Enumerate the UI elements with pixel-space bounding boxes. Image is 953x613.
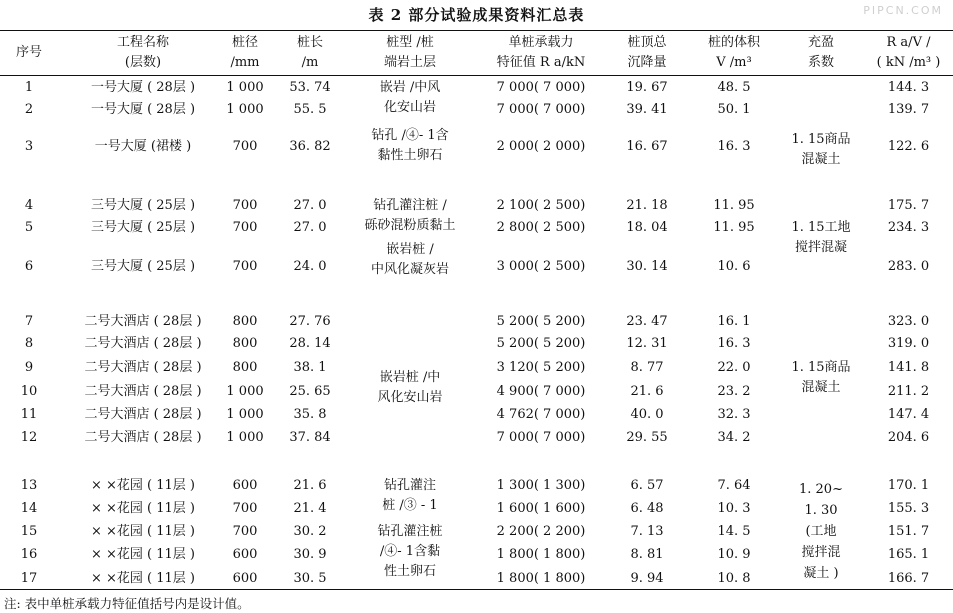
header-name: 工程名称 — [116, 35, 169, 50]
cell-ratio: 204. 6 — [887, 430, 930, 445]
cell-seq: 13 — [20, 478, 38, 493]
cell-len: 55. 5 — [293, 102, 327, 117]
cell-pile-type: 桩 /③ - 1 — [382, 498, 438, 513]
cell-seq: 15 — [20, 524, 38, 539]
cell-fill-coef: (工地 — [805, 524, 837, 539]
cell-fill-coef: 1. 15商品 — [791, 132, 851, 147]
cell-vol: 10. 8 — [717, 571, 751, 586]
header-len: 桩长 — [296, 35, 323, 50]
cell-pile-type: 嵌岩 /中风 — [379, 80, 441, 95]
header-fill: 系数 — [807, 55, 834, 70]
header-settle: 桩顶总 — [627, 35, 667, 50]
cell-vol: 22. 0 — [717, 360, 751, 375]
cell-cap: 2 800( 2 500) — [496, 220, 586, 235]
cell-name: × ×花园 ( 11层 ) — [90, 547, 195, 562]
cell-pile-type: 中风化凝灰岩 — [370, 262, 449, 277]
cell-seq: 17 — [20, 571, 38, 586]
cell-pile-type: 风化安山岩 — [377, 390, 443, 405]
cell-cap: 2 100( 2 500) — [496, 198, 586, 213]
top-rule — [0, 30, 953, 31]
table-title: 表 2 部分试验成果资料汇总表 — [368, 6, 585, 24]
header-type: 桩型 /桩 — [386, 35, 434, 50]
cell-len: 37. 84 — [289, 430, 331, 445]
cell-diam: 1 000 — [226, 407, 264, 422]
cell-len: 30. 2 — [293, 524, 327, 539]
cell-seq: 3 — [24, 139, 34, 154]
cell-ratio: 319. 0 — [887, 336, 930, 351]
cell-vol: 16. 1 — [717, 314, 751, 329]
cell-fill-coef: 混凝土 — [801, 380, 841, 395]
header-cap: 单桩承载力 — [508, 35, 574, 50]
cell-ratio: 141. 8 — [887, 360, 930, 375]
cell-len: 36. 82 — [289, 139, 331, 154]
cell-diam: 800 — [232, 336, 258, 351]
cell-name: × ×花园 ( 11层 ) — [90, 571, 195, 586]
cell-len: 30. 5 — [293, 571, 327, 586]
cell-diam: 1 000 — [226, 80, 264, 95]
cell-settle: 23. 47 — [626, 314, 668, 329]
cell-vol: 32. 3 — [717, 407, 751, 422]
header-settle: 沉降量 — [627, 55, 667, 70]
cell-vol: 10. 3 — [717, 501, 751, 516]
cell-seq: 16 — [20, 547, 38, 562]
cell-pile-type: 嵌岩桩 / — [386, 242, 434, 257]
cell-seq: 8 — [24, 336, 34, 351]
cell-fill-coef: 搅拌混 — [801, 545, 841, 560]
cell-vol: 34. 2 — [717, 430, 751, 445]
cell-len: 24. 0 — [293, 259, 327, 274]
cell-diam: 700 — [232, 220, 258, 235]
cell-len: 21. 4 — [293, 501, 327, 516]
cell-ratio: 139. 7 — [887, 102, 930, 117]
cell-diam: 700 — [232, 501, 258, 516]
cell-diam: 1 000 — [226, 430, 264, 445]
header-ratio: R a/V / — [886, 35, 931, 50]
cell-fill-coef: 凝土 ) — [803, 566, 839, 581]
cell-seq: 12 — [20, 430, 38, 445]
cell-diam: 700 — [232, 259, 258, 274]
cell-pile-type: 砾砂混粉质黏土 — [364, 218, 456, 233]
cell-ratio: 166. 7 — [887, 571, 930, 586]
footnote: 注: 表中单桩承载力特征值括号内是设计值。 — [4, 596, 250, 611]
cell-len: 25. 65 — [289, 384, 331, 399]
cell-pile-type: 性土卵石 — [383, 564, 436, 579]
cell-pile-type: 钻孔灌注桩 — [377, 524, 443, 539]
cell-seq: 11 — [20, 407, 38, 422]
cell-ratio: 165. 1 — [887, 547, 930, 562]
cell-diam: 700 — [232, 198, 258, 213]
cell-ratio: 234. 3 — [887, 220, 930, 235]
header-fill: 充盈 — [807, 35, 834, 50]
cell-cap: 5 200( 5 200) — [496, 314, 586, 329]
cell-vol: 11. 95 — [713, 198, 755, 213]
cell-cap: 5 200( 5 200) — [496, 336, 586, 351]
cell-settle: 29. 55 — [626, 430, 668, 445]
cell-seq: 10 — [20, 384, 38, 399]
cell-ratio: 155. 3 — [887, 501, 930, 516]
cell-name: 二号大酒店 ( 28层 ) — [84, 407, 202, 422]
cell-cap: 1 300( 1 300) — [496, 478, 586, 493]
cell-ratio: 122. 6 — [887, 139, 930, 154]
cell-settle: 21. 18 — [626, 198, 668, 213]
cell-len: 27. 0 — [293, 198, 327, 213]
cell-cap: 2 200( 2 200) — [496, 524, 586, 539]
cell-seq: 9 — [24, 360, 34, 375]
cell-diam: 1 000 — [226, 384, 264, 399]
cell-len: 53. 74 — [289, 80, 331, 95]
cell-name: 三号大厦 ( 25层 ) — [90, 220, 196, 235]
cell-cap: 4 900( 7 000) — [496, 384, 586, 399]
cell-name: 二号大酒店 ( 28层 ) — [84, 314, 202, 329]
cell-ratio: 283. 0 — [887, 259, 930, 274]
cell-vol: 16. 3 — [717, 336, 751, 351]
watermark: PIPCN.COM — [863, 4, 943, 17]
cell-cap: 3 000( 2 500) — [496, 259, 586, 274]
cell-diam: 800 — [232, 360, 258, 375]
header-len: /m — [301, 55, 319, 70]
cell-len: 27. 76 — [289, 314, 331, 329]
cell-settle: 8. 81 — [630, 547, 664, 562]
cell-ratio: 211. 2 — [887, 384, 930, 399]
cell-vol: 11. 95 — [713, 220, 755, 235]
cell-vol: 7. 64 — [717, 478, 751, 493]
cell-fill-coef: 搅拌混凝 — [794, 240, 847, 255]
cell-ratio: 151. 7 — [887, 524, 930, 539]
cell-len: 38. 1 — [293, 360, 327, 375]
cell-len: 30. 9 — [293, 547, 327, 562]
cell-cap: 7 000( 7 000) — [496, 80, 586, 95]
header-vol: 桩的体积 — [707, 35, 760, 50]
cell-pile-type: 黏性土卵石 — [377, 148, 443, 163]
cell-len: 28. 14 — [289, 336, 331, 351]
cell-name: 二号大酒店 ( 28层 ) — [84, 384, 202, 399]
cell-fill-coef: 1. 30 — [804, 503, 838, 518]
cell-name: × ×花园 ( 11层 ) — [90, 501, 195, 516]
cell-vol: 50. 1 — [717, 102, 751, 117]
header-seq: 序号 — [15, 45, 42, 60]
cell-settle: 21. 6 — [630, 384, 664, 399]
cell-seq: 7 — [24, 314, 34, 329]
cell-pile-type: 钻孔灌注 — [383, 478, 436, 493]
cell-seq: 2 — [24, 102, 34, 117]
cell-seq: 4 — [24, 198, 34, 213]
cell-cap: 1 800( 1 800) — [496, 547, 586, 562]
cell-settle: 9. 94 — [630, 571, 664, 586]
cell-vol: 48. 5 — [717, 80, 751, 95]
cell-settle: 16. 67 — [626, 139, 668, 154]
cell-name: 一号大厦 (裙楼 ) — [94, 139, 192, 154]
cell-ratio: 147. 4 — [887, 407, 930, 422]
cell-ratio: 323. 0 — [887, 314, 930, 329]
cell-ratio: 144. 3 — [887, 80, 930, 95]
header-vol: V /m³ — [716, 55, 752, 70]
cell-name: 三号大厦 ( 25层 ) — [90, 198, 196, 213]
header-name: (层数) — [124, 55, 162, 70]
cell-settle: 6. 48 — [630, 501, 664, 516]
cell-pile-type: 化安山岩 — [383, 100, 436, 115]
cell-diam: 700 — [232, 524, 258, 539]
header-diam: /mm — [230, 55, 260, 70]
cell-ratio: 170. 1 — [887, 478, 930, 493]
cell-diam: 600 — [232, 571, 258, 586]
cell-seq: 5 — [24, 220, 34, 235]
cell-settle: 39. 41 — [626, 102, 668, 117]
cell-fill-coef: 1. 15工地 — [791, 220, 851, 235]
cell-cap: 7 000( 7 000) — [496, 102, 586, 117]
cell-pile-type: 钻孔灌注桩 / — [373, 198, 447, 213]
header-rule — [0, 75, 953, 76]
cell-name: 二号大酒店 ( 28层 ) — [84, 336, 202, 351]
cell-settle: 40. 0 — [630, 407, 664, 422]
cell-vol: 16. 3 — [717, 139, 751, 154]
cell-fill-coef: 1. 20~ — [799, 482, 843, 497]
cell-name: × ×花园 ( 11层 ) — [90, 524, 195, 539]
cell-name: × ×花园 ( 11层 ) — [90, 478, 195, 493]
cell-name: 二号大酒店 ( 28层 ) — [84, 430, 202, 445]
cell-pile-type: 嵌岩桩 /中 — [379, 370, 441, 385]
cell-cap: 1 800( 1 800) — [496, 571, 586, 586]
cell-len: 35. 8 — [293, 407, 327, 422]
cell-cap: 7 000( 7 000) — [496, 430, 586, 445]
cell-pile-type: /④- 1含黏 — [379, 544, 441, 559]
cell-cap: 3 120( 5 200) — [496, 360, 586, 375]
cell-settle: 30. 14 — [626, 259, 668, 274]
cell-name: 一号大厦 ( 28层 ) — [90, 102, 196, 117]
cell-seq: 6 — [24, 259, 34, 274]
cell-settle: 7. 13 — [630, 524, 664, 539]
cell-cap: 4 762( 7 000) — [496, 407, 586, 422]
cell-cap: 2 000( 2 000) — [496, 139, 586, 154]
header-cap: 特征值 R a/kN — [496, 55, 586, 70]
cell-cap: 1 600( 1 600) — [496, 501, 586, 516]
cell-vol: 10. 6 — [717, 259, 751, 274]
cell-settle: 6. 57 — [630, 478, 664, 493]
cell-vol: 14. 5 — [717, 524, 751, 539]
cell-seq: 1 — [24, 80, 34, 95]
cell-ratio: 175. 7 — [887, 198, 930, 213]
cell-diam: 800 — [232, 314, 258, 329]
cell-vol: 10. 9 — [717, 547, 751, 562]
cell-settle: 12. 31 — [626, 336, 668, 351]
cell-name: 一号大厦 ( 28层 ) — [90, 80, 196, 95]
header-type: 端岩土层 — [383, 55, 436, 70]
cell-diam: 700 — [232, 139, 258, 154]
cell-seq: 14 — [20, 501, 38, 516]
cell-settle: 8. 77 — [630, 360, 664, 375]
cell-diam: 1 000 — [226, 102, 264, 117]
cell-pile-type: 钻孔 /④- 1含 — [371, 128, 449, 143]
cell-fill-coef: 1. 15商品 — [791, 360, 851, 375]
cell-vol: 23. 2 — [717, 384, 751, 399]
header-diam: 桩径 — [231, 35, 258, 50]
cell-settle: 18. 04 — [626, 220, 668, 235]
cell-name: 二号大酒店 ( 28层 ) — [84, 360, 202, 375]
bottom-rule — [0, 589, 953, 590]
cell-diam: 600 — [232, 478, 258, 493]
cell-len: 27. 0 — [293, 220, 327, 235]
header-ratio: ( kN /m³ ) — [876, 55, 941, 70]
cell-len: 21. 6 — [293, 478, 327, 493]
cell-settle: 19. 67 — [626, 80, 668, 95]
cell-diam: 600 — [232, 547, 258, 562]
cell-name: 三号大厦 ( 25层 ) — [90, 259, 196, 274]
cell-fill-coef: 混凝土 — [801, 152, 841, 167]
